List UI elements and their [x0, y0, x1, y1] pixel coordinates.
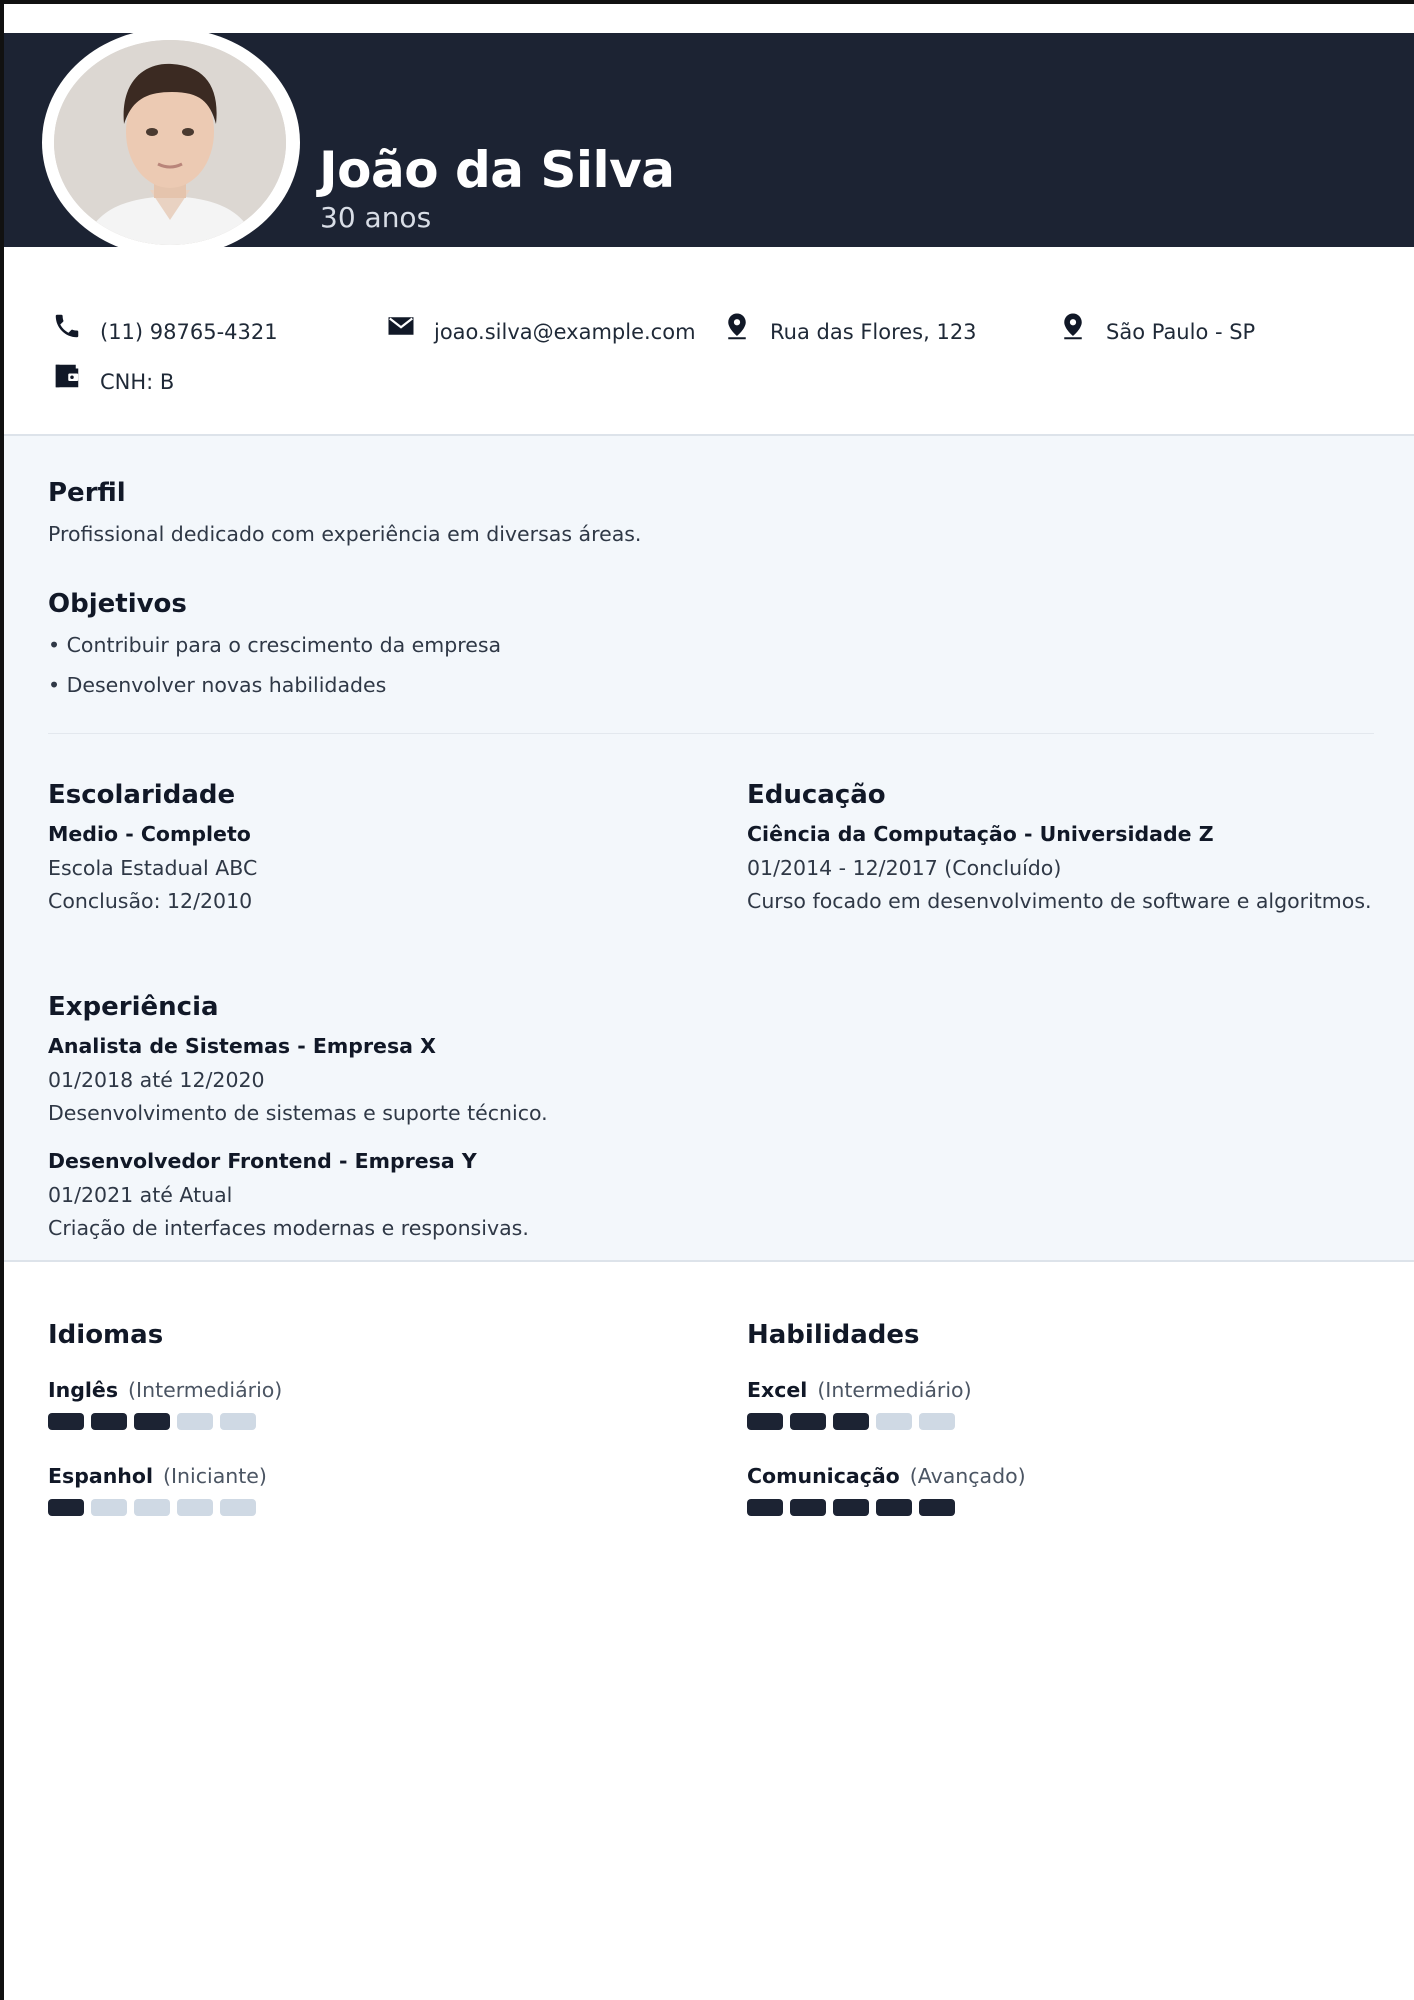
- contact-license: [52, 367, 174, 397]
- educacao-description: Curso focado em desenvolvimento de software e algoritmos.: [747, 889, 1372, 913]
- objetivo-item: • Desenvolver novas habilidades: [48, 673, 387, 697]
- resume-page: [4, 4, 1414, 2000]
- level-bar: [747, 1413, 955, 1430]
- person-name: João da Silva: [319, 141, 675, 199]
- level-segment-filled: [790, 1413, 826, 1430]
- level-segment-filled: [833, 1413, 869, 1430]
- skills-section: [4, 1264, 1414, 2000]
- habilidade-item: [747, 1464, 1026, 1488]
- level-segment-empty: [220, 1413, 256, 1430]
- habilidades-heading: Habilidades: [747, 1320, 920, 1350]
- level-segment-filled: [134, 1413, 170, 1430]
- perfil-heading: Perfil: [48, 478, 126, 508]
- job-period: 01/2018 até 12/2020: [48, 1068, 265, 1092]
- level-segment-filled: [833, 1499, 869, 1516]
- avatar-portrait-icon: [54, 40, 286, 245]
- level-segment-filled: [747, 1413, 783, 1430]
- idioma-item: [48, 1378, 282, 1402]
- level-segment-empty: [91, 1499, 127, 1516]
- address-text: Rua das Flores, 123: [770, 320, 977, 344]
- level-segment-empty: [177, 1413, 213, 1430]
- habilidade-level-text: (Avançado): [909, 1464, 1026, 1488]
- job-period: 01/2021 até Atual: [48, 1183, 233, 1207]
- idioma-level-text: (Iniciante): [163, 1464, 267, 1488]
- main-section: [4, 436, 1414, 1262]
- contact-email[interactable]: [386, 317, 696, 347]
- perfil-text: Profissional dedicado com experiência em diversas áreas.: [48, 522, 642, 546]
- objetivo-item: • Contribuir para o crescimento da empresa: [48, 633, 502, 657]
- educacao-heading: Educação: [747, 780, 886, 810]
- avatar: [54, 40, 286, 245]
- objetivos-heading: Objetivos: [48, 589, 187, 619]
- email-text: joao.silva@example.com: [434, 320, 696, 344]
- contact-address[interactable]: [722, 317, 977, 347]
- level-bar: [48, 1499, 256, 1516]
- level-segment-empty: [177, 1499, 213, 1516]
- level-segment-empty: [220, 1499, 256, 1516]
- level-segment-filled: [876, 1499, 912, 1516]
- escolaridade-school: Escola Estadual ABC: [48, 856, 258, 880]
- job-role: Desenvolvedor Frontend - Empresa Y: [48, 1149, 477, 1173]
- escolaridade-level: Medio - Completo: [48, 822, 251, 846]
- experiencia-heading: Experiência: [48, 992, 219, 1022]
- habilidade-level-text: (Intermediário): [817, 1378, 972, 1402]
- level-segment-empty: [919, 1413, 955, 1430]
- habilidade-item: [747, 1378, 972, 1402]
- top-strip: [4, 4, 1414, 33]
- city-text: São Paulo - SP: [1106, 320, 1256, 344]
- wallet-icon: [52, 361, 82, 391]
- escolaridade-heading: Escolaridade: [48, 780, 236, 810]
- license-text: CNH: B: [100, 370, 175, 394]
- idioma-name: Inglês: [48, 1378, 119, 1402]
- level-segment-filled: [48, 1499, 84, 1516]
- level-bar: [747, 1499, 955, 1516]
- escolaridade-conclusion: Conclusão: 12/2010: [48, 889, 253, 913]
- level-bar: [48, 1413, 256, 1430]
- location-icon: [1058, 311, 1088, 341]
- job-description: Criação de interfaces modernas e responsivas.: [48, 1216, 529, 1240]
- contact-section: [4, 247, 1414, 436]
- level-segment-filled: [790, 1499, 826, 1516]
- level-segment-filled: [747, 1499, 783, 1516]
- level-segment-empty: [134, 1499, 170, 1516]
- phone-text: (11) 98765-4321: [100, 320, 278, 344]
- section-divider: [48, 733, 1374, 734]
- level-segment-empty: [876, 1413, 912, 1430]
- idioma-level-text: (Intermediário): [128, 1378, 283, 1402]
- phone-icon: [52, 311, 82, 341]
- habilidade-name: Comunicação: [747, 1464, 900, 1488]
- educacao-period: 01/2014 - 12/2017 (Concluído): [747, 856, 1062, 880]
- contact-city[interactable]: [1058, 317, 1255, 347]
- location-icon: [722, 311, 752, 341]
- contact-phone[interactable]: [52, 317, 278, 347]
- habilidade-name: Excel: [747, 1378, 808, 1402]
- level-segment-filled: [919, 1499, 955, 1516]
- email-icon: [386, 311, 416, 341]
- level-segment-filled: [91, 1413, 127, 1430]
- job-description: Desenvolvimento de sistemas e suporte técnico.: [48, 1101, 548, 1125]
- idioma-item: [48, 1464, 267, 1488]
- job-role: Analista de Sistemas - Empresa X: [48, 1034, 436, 1058]
- idiomas-heading: Idiomas: [48, 1320, 164, 1350]
- person-age: 30 anos: [320, 201, 432, 234]
- level-segment-filled: [48, 1413, 84, 1430]
- idioma-name: Espanhol: [48, 1464, 154, 1488]
- educacao-course: Ciência da Computação - Universidade Z: [747, 822, 1214, 846]
